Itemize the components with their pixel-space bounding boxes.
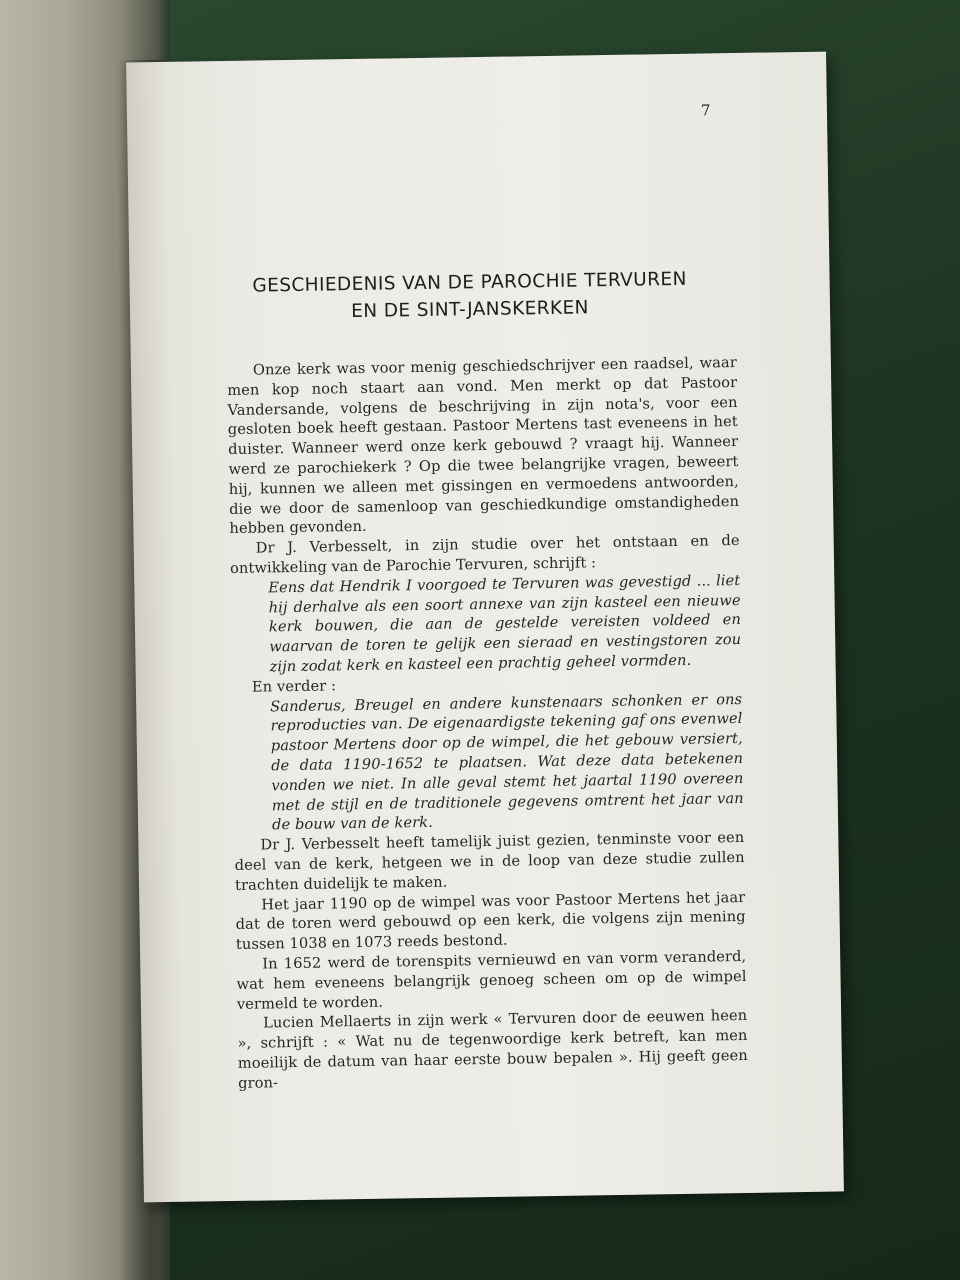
paragraph: Dr J. Verbesselt, in zijn studie over het ontstaan en de ontwikkeling van de Parochie Tervuren, schrijft : <box>229 532 740 577</box>
paragraph: In 1652 werd de torenspits vernieuwd en van vorm veranderd, wat hem eveneens belangrijk genoeg scheen om op de wimpel vermeld te worden. <box>236 947 747 1013</box>
paragraph: Dr J. Verbesselt heeft tamelijk juist gezien, tenminste voor een deel van de kerk, hetgeen we in de loop van deze studie zullen trachten duidelijk te maken. <box>234 829 745 894</box>
paragraph: Onze kerk was voor menig geschiedschrijver een raadsel, waar men kop noch staart aan vond. Men merkt op dat Pastoor Vandersande, volgens de beschrijving in zijn nota's, voor een gesloten boek heeft gestaan. Pastoor Mertens tast eveneens in het duister. Wanneer werd onze kerk gebouwd ? vraagt hij. Wanneer werd ze parochiekerk ? Op die twee belangrijke vragen, beweert hij, kunnen we alleen met gissingen en vermoedens antwoorden, die we door de samenloop van geschiedkundige omstandigheden hebben gevonden. <box>227 354 740 538</box>
paragraph: Het jaar 1190 op de wimpel was voor Pastoor Mertens het jaar dat de toren werd gebouwd op een kerk, die volgens zijn mening tussen 1038 en 1073 reeds bestond. <box>235 888 746 954</box>
paragraph: En verder : <box>251 677 337 696</box>
book-page <box>126 52 844 1203</box>
chapter-title-line-1: GESCHIEDENIS VAN DE PAROCHIE TERVUREN <box>252 268 687 297</box>
chapter-title <box>189 265 750 328</box>
block-quote: Eens dat Hendrik I voorgoed te Tervuren was gevestigd ... liet hij derhalve als een soort annexe van zijn kasteel een nieuwe kerk bouwen, die aan de gestelde vereisten voldeed en waarvan de toren te gelijk een sieraad en vestingstoren zou zijn zodat kerk en kasteel een prachtig geheel vormden. <box>268 571 742 676</box>
page-number: 7 <box>700 101 711 120</box>
block-quote: Sanderus, Breugel en andere kunstenaars schonken er ons reproducties van. De eigenaardigste tekening gaf ons evenwel pastoor Mertens door op de wimpel, die het gebouw versiert, de data 1190-1652 te plaatsen. Wat deze data betekenen vonden we niet. In alle geval stemt het jaartal 1190 overeen met de stijl en de traditionele gegevens omtrent het jaar van de bouw van de kerk. <box>270 690 744 834</box>
paragraph: Lucien Mellaerts in zijn werk « Tervuren door de eeuwen heen », schrijft : « Wat nu de tegenwoordige kerk betreft, kan men moeilijk de datum van haar eerste bouw bepalen ». Hij geeft geen gron- <box>237 1007 748 1092</box>
chapter-title-line-2: EN DE SINT-JANSKERKEN <box>351 297 589 323</box>
body-text <box>227 353 748 1093</box>
